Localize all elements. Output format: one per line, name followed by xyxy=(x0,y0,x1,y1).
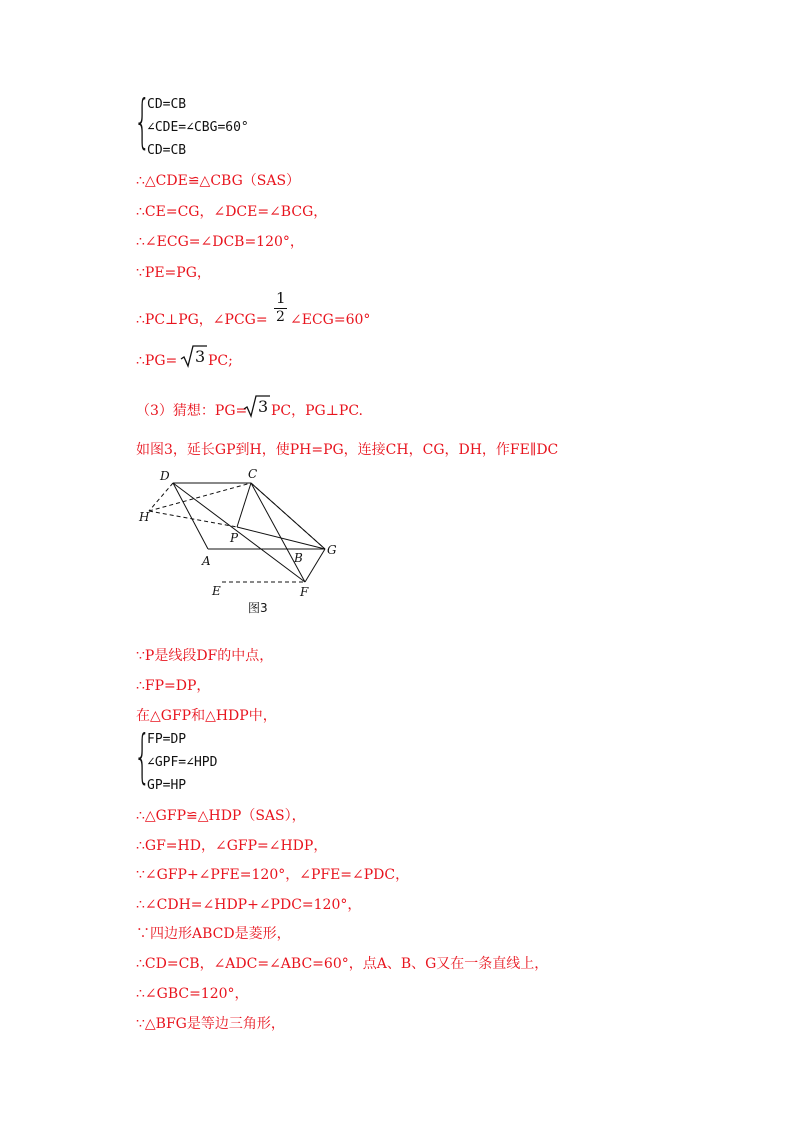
fraction-line-before: ∴PC⊥PG，∠PCG= xyxy=(136,312,268,328)
proof-line: ∴∠CDH=∠HDP+∠PDC=120°， xyxy=(136,897,362,913)
point-label-g: G xyxy=(327,543,337,557)
point-label-f: F xyxy=(300,585,309,599)
fraction-line-after: ∠ECG=60° xyxy=(290,312,371,328)
segment-cp xyxy=(237,483,251,527)
system1-line-3: CD=CB xyxy=(147,143,187,158)
proof-line: ∴GF=HD，∠GFP=∠HDP， xyxy=(136,838,328,854)
left-brace: { xyxy=(134,87,151,155)
guess-before: （3）猜想：PG= xyxy=(136,403,248,419)
segment-df xyxy=(173,483,305,582)
system2-line-2: ∠GPF=∠HPD xyxy=(147,755,218,770)
point-label-p: P xyxy=(230,531,239,545)
segment-hc-dashed xyxy=(149,483,251,511)
proof-line: ∵四边形ABCD是菱形， xyxy=(136,926,291,942)
fraction-denominator: 2 xyxy=(276,309,285,325)
figure-intro-line: 如图3，延长GP到H，使PH=PG，连接CH，CG，DH，作FE∥DC xyxy=(136,442,559,458)
figure-caption: 图3 xyxy=(248,601,268,615)
proof-line: 在△GFP和△HDP中， xyxy=(136,708,277,724)
proof-line: ∵PE=PG， xyxy=(136,265,211,281)
proof-line: ∴∠ECG=∠DCB=120°， xyxy=(136,234,304,250)
proof-line: ∵∠GFP+∠PFE=120°，∠PFE=∠PDC， xyxy=(136,867,410,883)
proof-line: ∴CE=CG，∠DCE=∠BCG， xyxy=(136,204,328,220)
proof-line: ∴∠GBC=120°， xyxy=(136,986,249,1002)
segment-fg xyxy=(305,549,325,582)
sqrt-line-before: ∴PG= xyxy=(136,353,178,369)
segment-dh-dashed xyxy=(149,483,173,511)
system2-line-3: GP=HP xyxy=(147,778,187,793)
proof-line: ∵△BFG是等边三角形， xyxy=(136,1016,285,1032)
proof-line: ∴△CDE≌△CBG（SAS） xyxy=(136,173,301,189)
fraction-numerator: 1 xyxy=(276,289,286,307)
sqrt-line-after: PC; xyxy=(208,353,233,369)
segment-hp-dashed xyxy=(149,511,237,527)
proof-line: ∴△GFP≌△HDP（SAS）， xyxy=(136,808,306,824)
segment-cg-dashed xyxy=(251,483,325,549)
point-label-b: B xyxy=(294,551,303,565)
point-label-c: C xyxy=(248,467,258,481)
system1-line-2: ∠CDE=∠CBG=60° xyxy=(147,120,249,135)
left-brace: { xyxy=(134,722,151,790)
geometry-figure-3 xyxy=(130,462,360,622)
point-label-d: D xyxy=(160,469,170,483)
proof-line: ∵P是线段DF的中点， xyxy=(136,648,274,664)
sqrt-radicand: 3 xyxy=(195,347,206,366)
system1-line-1: CD=CB xyxy=(147,97,187,112)
point-label-e: E xyxy=(212,584,221,598)
point-label-h: H xyxy=(139,510,150,524)
system2-line-1: FP=DP xyxy=(147,732,187,747)
guess-after: PC，PG⊥PC. xyxy=(271,403,363,419)
point-label-a: A xyxy=(202,554,211,568)
proof-line: ∴FP=DP， xyxy=(136,678,211,694)
proof-line: ∴CD=CB，∠ADC=∠ABC=60°，点A、B、G又在一条直线上， xyxy=(136,956,549,972)
guess-radicand: 3 xyxy=(258,397,269,416)
